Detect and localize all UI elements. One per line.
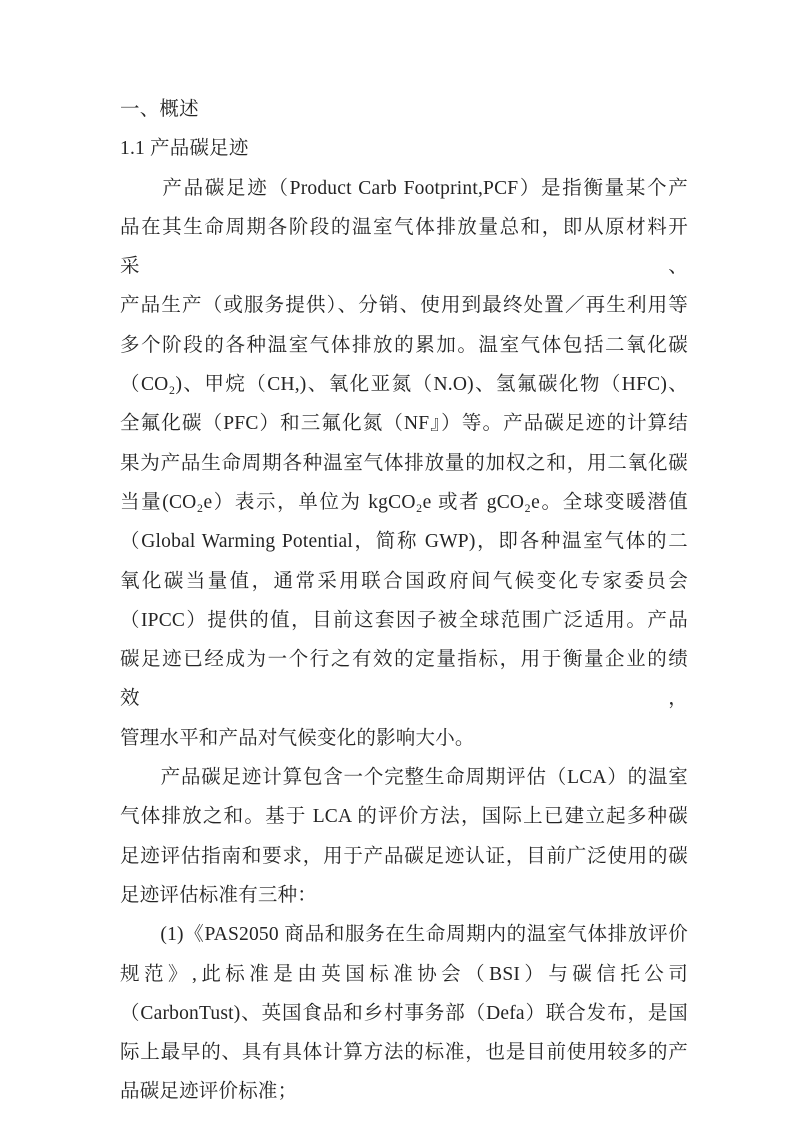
- text-line: 氧化碳当量值，通常采用联合国政府间气候变化专家委员会: [120, 570, 688, 592]
- text-line: 碳足迹已经成为一个行之有效的定量指标，用于衡量企业的绩效，: [120, 649, 688, 710]
- text-line: 果为产品生命周期各种温室气体排放量的加权之和，用二氧化碳: [120, 452, 688, 474]
- subsection-heading: 1.1 产品碳足迹: [120, 138, 249, 160]
- paragraph-pas2050: [120, 915, 688, 1111]
- section-heading: 一、概述: [120, 99, 199, 120]
- text-line: 足迹评估标准有三种：: [120, 884, 318, 906]
- text-line: 品碳足迹评价标准；: [120, 1081, 298, 1103]
- text-line: 际上最早的、具有具体计算方法的标准，也是目前使用较多的产: [120, 1042, 688, 1064]
- text-line: 产品碳足迹计算包含一个完整生命周期评估（LCA）的温室: [120, 767, 688, 789]
- text-line: 规范》,此标准是由英国标准协会（BSI）与碳信托公司: [120, 963, 688, 985]
- text-line: 当量(CO₂e）表示，单位为 kgCO₂e 或者 gCO₂e。全球变暖潜值: [120, 491, 688, 513]
- text-line: （IPCC）提供的值，目前这套因子被全球范围广泛适用。产品: [120, 609, 688, 631]
- text-line: （CarbonTust)、英国食品和乡村事务部（Defa）联合发布，是国: [120, 1002, 688, 1024]
- paragraph-pcf-definition: [120, 169, 688, 758]
- text-line: （CO₂)、甲烷（CH,)、氧化亚氮（N.O)、氢氟碳化物（HFC)、: [120, 374, 688, 396]
- text-line: 气体排放之和。基于 LCA 的评价方法，国际上已建立起多种碳: [120, 806, 688, 828]
- text-line: 全氟化碳（PFC）和三氟化氮（NF』）等。产品碳足迹的计算结: [120, 413, 688, 435]
- text-line: 管理水平和产品对气候变化的影响大小。: [120, 727, 475, 749]
- text-line: 品在其生命周期各阶段的温室气体排放量总和，即从原材料开采、: [120, 216, 688, 278]
- text-line: （Global Warming Potential，简称 GWP)，即各种温室气体的二: [120, 531, 688, 553]
- text-line: 产品生产（或服务提供）、分销、使用到最终处置／再生利用等: [120, 295, 688, 317]
- document-text-block: [120, 90, 688, 1112]
- text-line: (1)《PAS2050 商品和服务在生命周期内的温室气体排放评价: [120, 924, 688, 946]
- paragraph-lca-standards: [120, 758, 688, 915]
- text-line: 多个阶段的各种温室气体排放的累加。温室气体包括二氧化碳: [120, 334, 688, 356]
- text-line: 足迹评估指南和要求，用于产品碳足迹认证，目前广泛使用的碳: [120, 845, 688, 867]
- text-line: 产品碳足迹（Product Carb Footprint,PCF）是指衡量某个产: [120, 177, 688, 199]
